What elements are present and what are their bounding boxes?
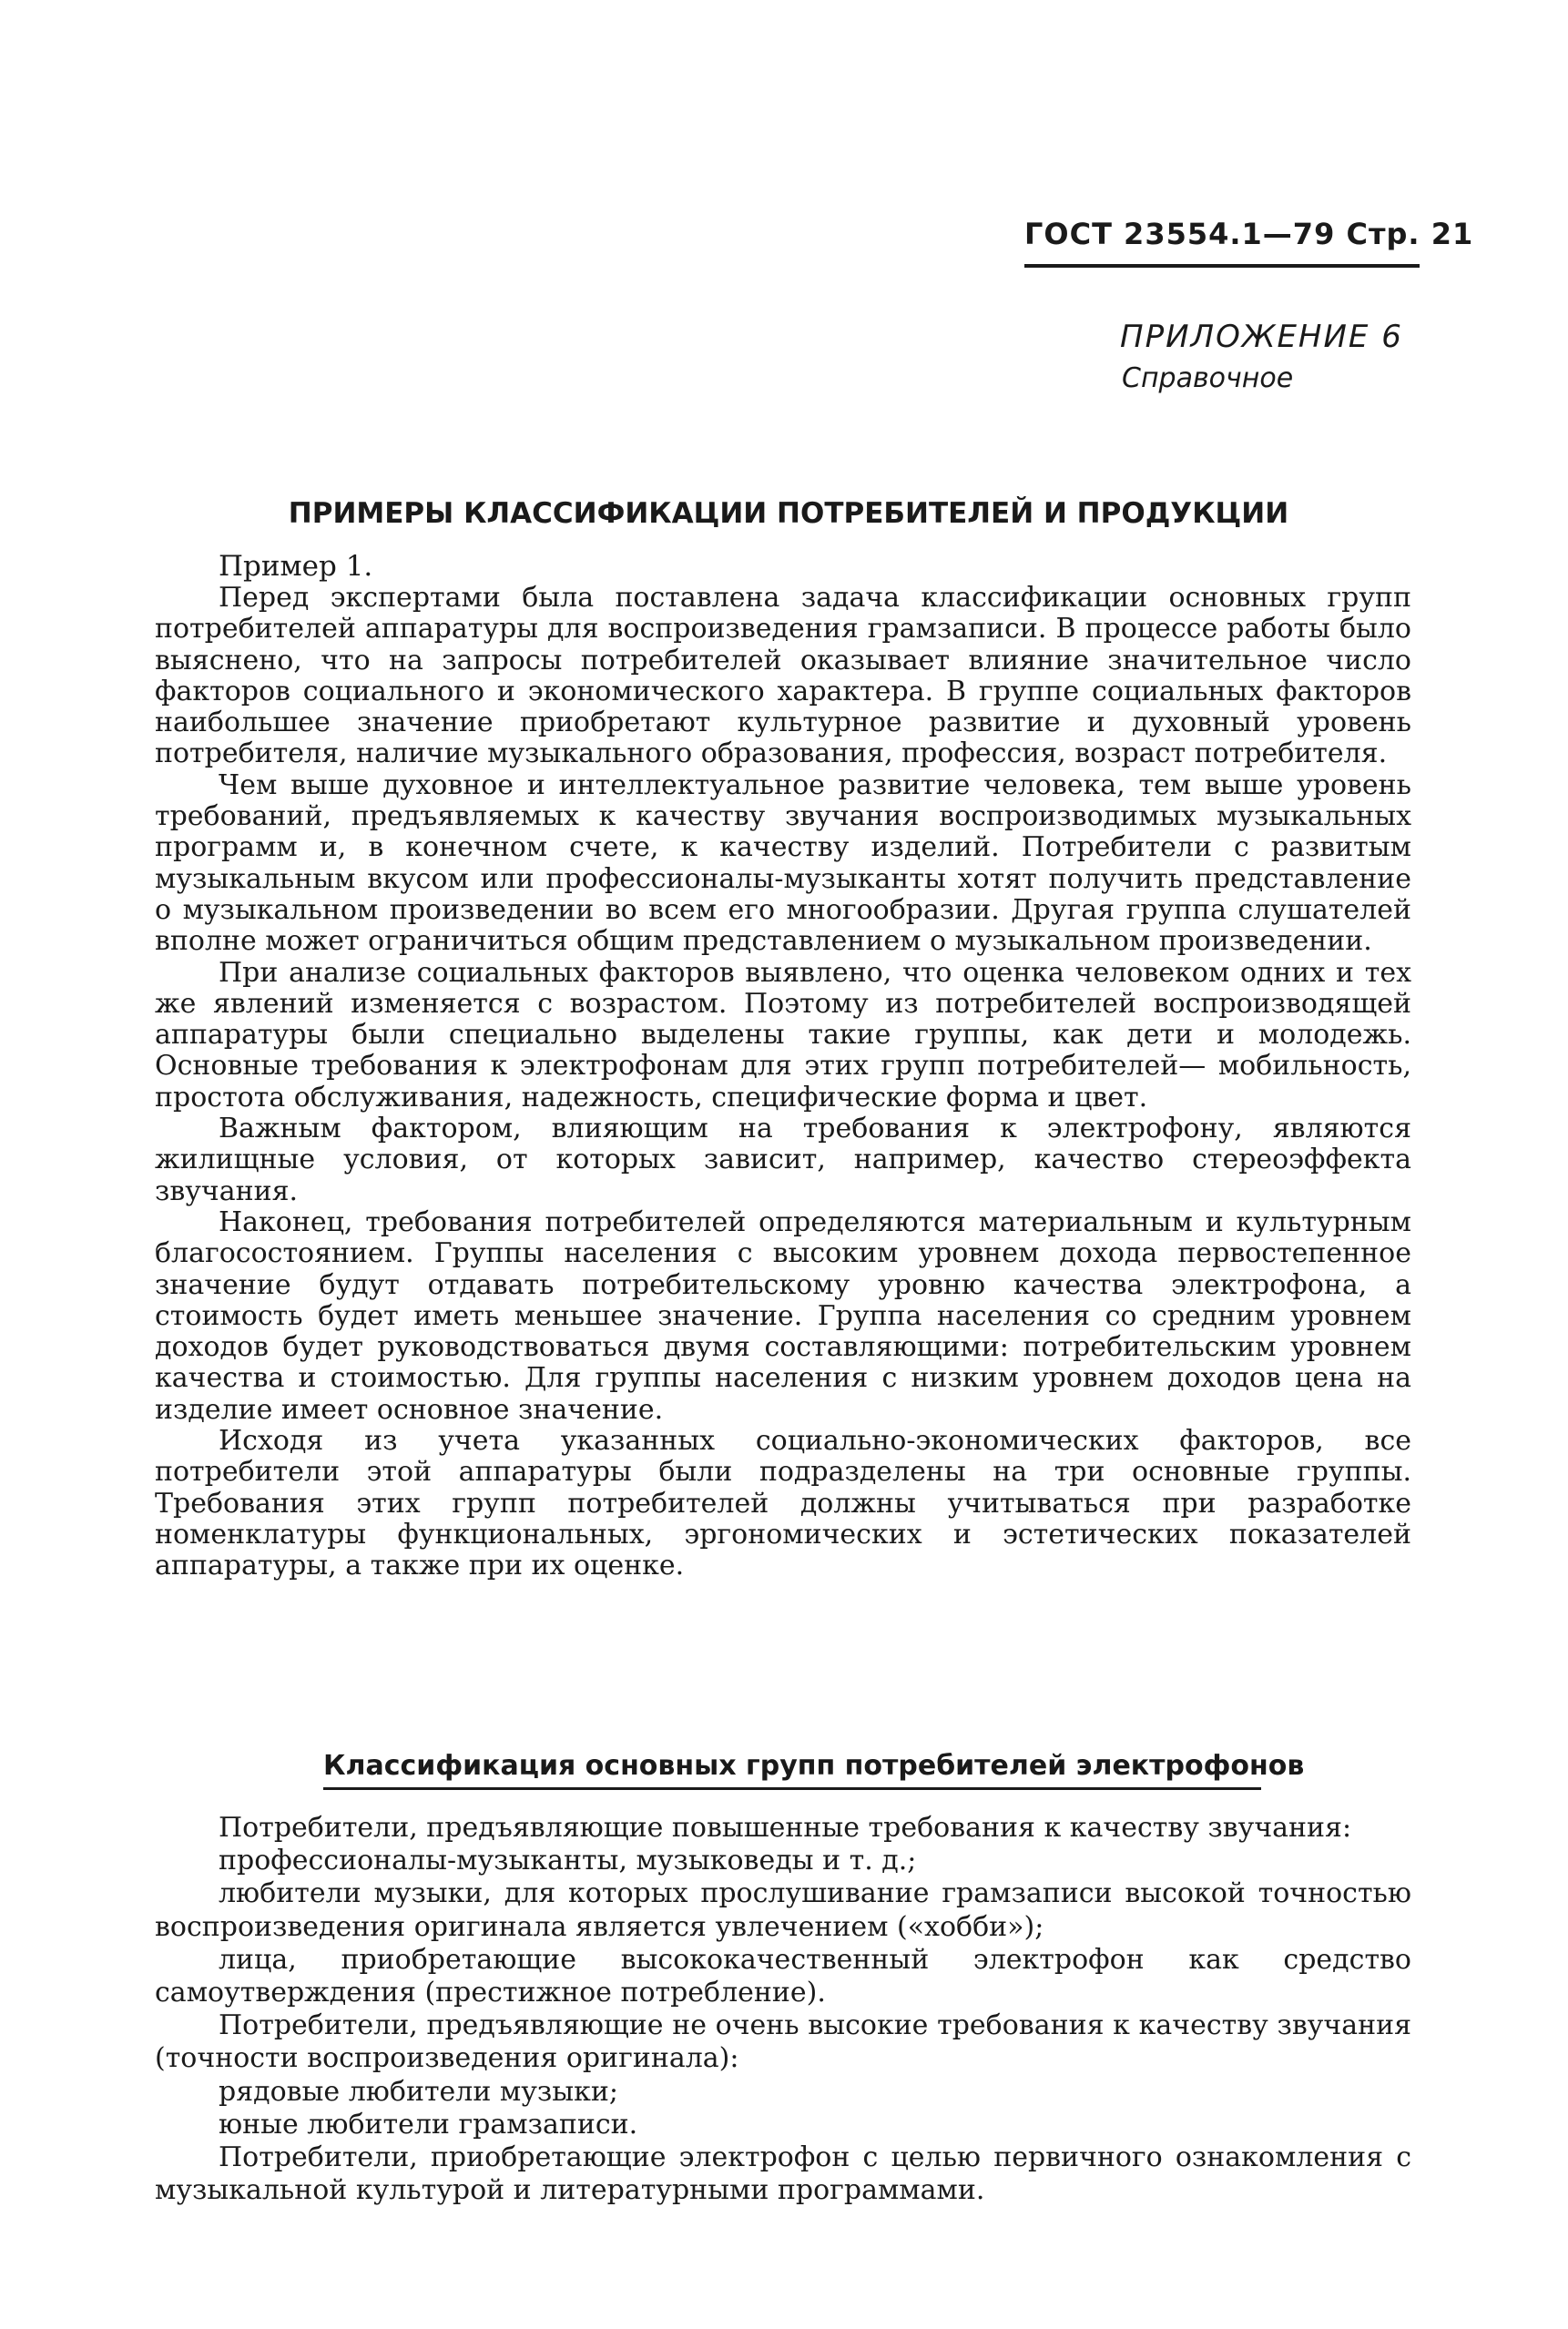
paragraph: Важным фактором, влияющим на требования к электрофону, являются жилищные условия, от которых зависит, например, качество стереоэффекта звучания. bbox=[155, 1113, 1411, 1207]
paragraph: Исходя из учета указанных социально-экономических факторов, все потребители этой аппаратуры были подразделены на три основные группы. Требования этих групп потребителей должны учитываться при разработке номенклатуры функциональных, эргономических и эстетических показателей аппаратуры, а также при их оценке. bbox=[155, 1425, 1411, 1582]
section-title: Классификация основных групп потребителей электрофонов bbox=[323, 1750, 1305, 1782]
list-item: Потребители, предъявляющие повышенные требования к качеству звучания: bbox=[219, 1812, 1352, 1844]
page-header: ГОСТ 23554.1—79 Стр. 21 bbox=[1024, 217, 1474, 251]
paragraph: При анализе социальных факторов выявлено, что оценка человеком одних и тех же явлений изменяется с возрастом. Поэтому из потребителей воспроизводящей аппаратуры были специально выделены такие группы, как дети и молодежь. Основные требования к электрофонам для этих групп потребителей— мобильность, простота обслуживания, надежность, специфические форма и цвет. bbox=[155, 956, 1411, 1114]
list-item: юные любители грамзаписи. bbox=[219, 2108, 638, 2141]
header-rule bbox=[1024, 264, 1420, 268]
paragraph: Чем выше духовное и интеллектуальное развитие человека, тем выше уровень требований, предъявляемых к качеству звучания воспроизводимых музыкальных программ и, в конечном счете, к качеству изделий. Потребители с развитым музыкальным вкусом или профессионалы-музыканты хотят получить представление о музыкальном произведении во всем его многообразии. Другая группа слушателей вполне может ограничиться общим представлением о музыкальном произведении. bbox=[155, 768, 1411, 958]
list-item: любители музыки, для которых прослушивание грамзаписи высокой точностью воспроизведения оригинала является увлечением («хобби»); bbox=[155, 1877, 1411, 1943]
section-title-underline bbox=[323, 1787, 1261, 1790]
example-label: Пример 1. bbox=[219, 550, 373, 583]
list-item: Потребители, предъявляющие не очень высокие требования к качеству звучания (точности воспроизведения оригинала): bbox=[155, 2009, 1411, 2075]
paragraph: Наконец, требования потребителей определяются материальным и культурным благосостоянием. Группы населения с высоким уровнем дохода первостепенное значение будут отдавать потребительскому уровню качества электрофона, а стоимость будет иметь меньшее значение. Группа населения со средним уровнем доходов будет руководствоваться двумя составляющими: потребительским уровнем качества и стоимостью. Для группы населения с низким уровнем доходов цена на изделие имеет основное значение. bbox=[155, 1205, 1411, 1426]
list-item: рядовые любители музыки; bbox=[219, 2075, 618, 2108]
appendix-title: ПРИЛОЖЕНИЕ 6 bbox=[1120, 319, 1403, 355]
list-item: профессионалы-музыканты, музыковеды и т. д.; bbox=[219, 1845, 917, 1877]
main-title: ПРИМЕРЫ КЛАССИФИКАЦИИ ПОТРЕБИТЕЛЕЙ И ПРОДУКЦИИ bbox=[288, 497, 1289, 530]
paragraph: Перед экспертами была поставлена задача классификации основных групп потребителей аппаратуры для воспроизведения грамзаписи. В процессе работы было выяснено, что на запросы потребителей оказывает влияние значительное число факторов социального и экономического характера. В группе социальных факторов наибольшее значение приобретают культурное развитие и духовный уровень потребителя, наличие музыкального образования, профессия, возраст потребителя. bbox=[155, 582, 1411, 770]
list-item: Потребители, приобретающие электрофон с целью первичного ознакомления с музыкальной культурой и литературными программами. bbox=[155, 2141, 1411, 2207]
classification-list bbox=[155, 1812, 1411, 2207]
body-text bbox=[155, 583, 1411, 1582]
list-item: лица, приобретающие высококачественный электрофон как средство самоутверждения (престижное потребление). bbox=[155, 1943, 1411, 2009]
appendix-subtitle: Справочное bbox=[1122, 362, 1294, 394]
